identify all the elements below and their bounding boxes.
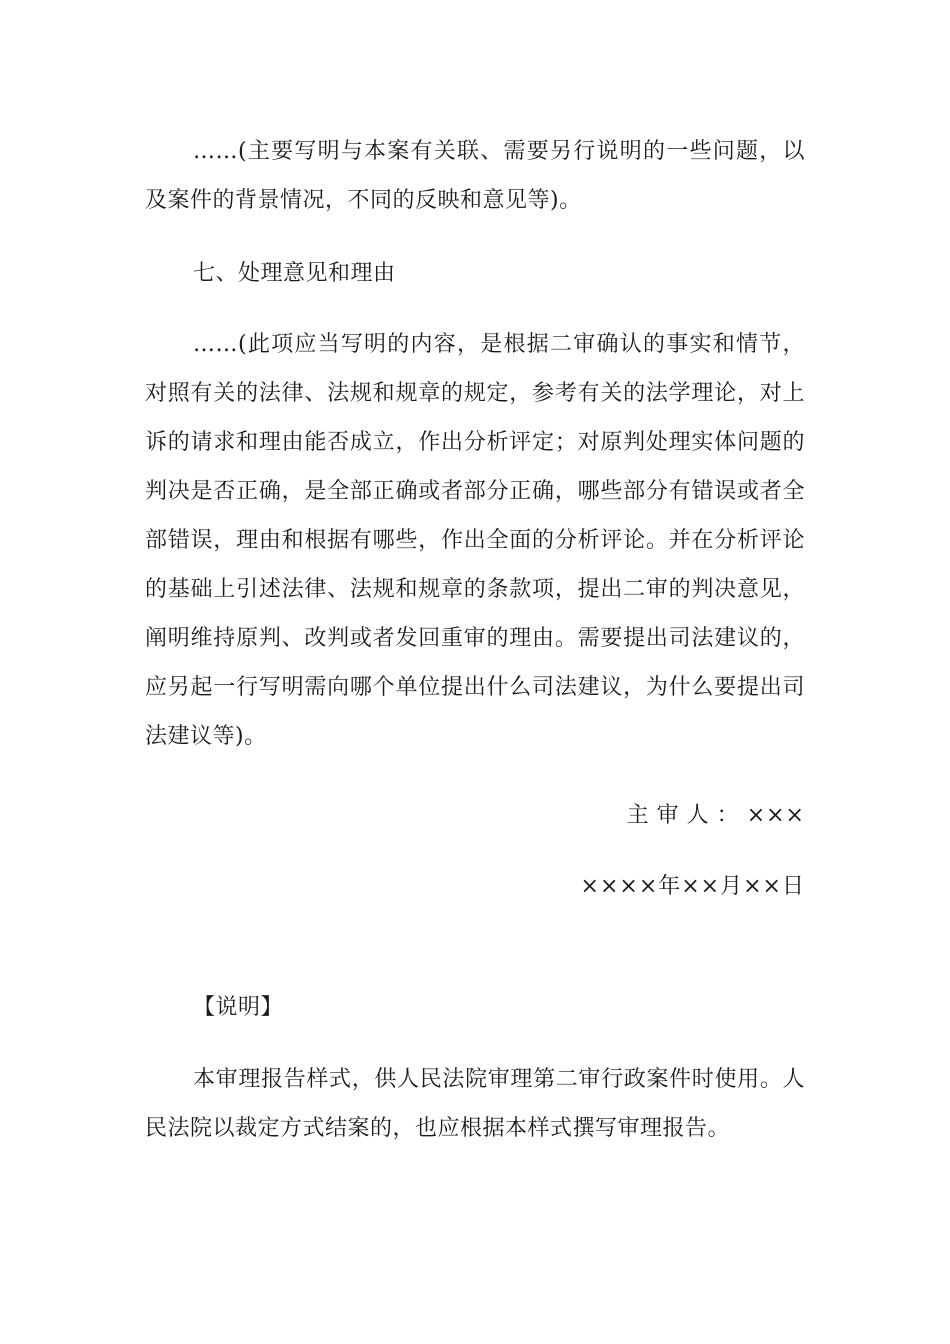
section6-body-paragraph: ……(主要写明与本案有关联、需要另行说明的一些问题，以及案件的背景情况，不同的反映和意见等)。 xyxy=(145,139,805,213)
signature-label: 主审人： xyxy=(626,803,747,828)
section7-heading: 七、处理意见和理由 xyxy=(193,261,396,286)
section7-body-paragraph: ……(此项应当写明的内容，是根据二审确认的事实和情节，对照有关的法律、法规和规章的规定，参考有关的法学理论，对上诉的请求和理由能否成立，作出分析评定；对原判处理实体问题的判决是否正确，是全部正确或者部分正确，哪些部分有错误或者全部错误，理由和根据有哪些，作出全面的分析评论。并在分析评论的基础上引述法律、法规和规章的条款项，提出二审的判决意见，阐明维持原判、改判或者发回重审的理由。需要提出司法建议的，应另起一行写明需向哪个单位提出什么司法建议，为什么要提出司法建议等)。 xyxy=(145,332,805,749)
date-line: ××××年××月××日 xyxy=(580,874,805,899)
note-body-paragraph: 本审理报告样式，供人民法院审理第二审行政案件时使用。人民法院以裁定方式结案的，也应根据本样式撰写审理报告。 xyxy=(145,1067,805,1141)
signature-value: ××× xyxy=(746,803,805,828)
note-heading: 【说明】 xyxy=(193,995,284,1020)
signature-line xyxy=(627,791,805,840)
